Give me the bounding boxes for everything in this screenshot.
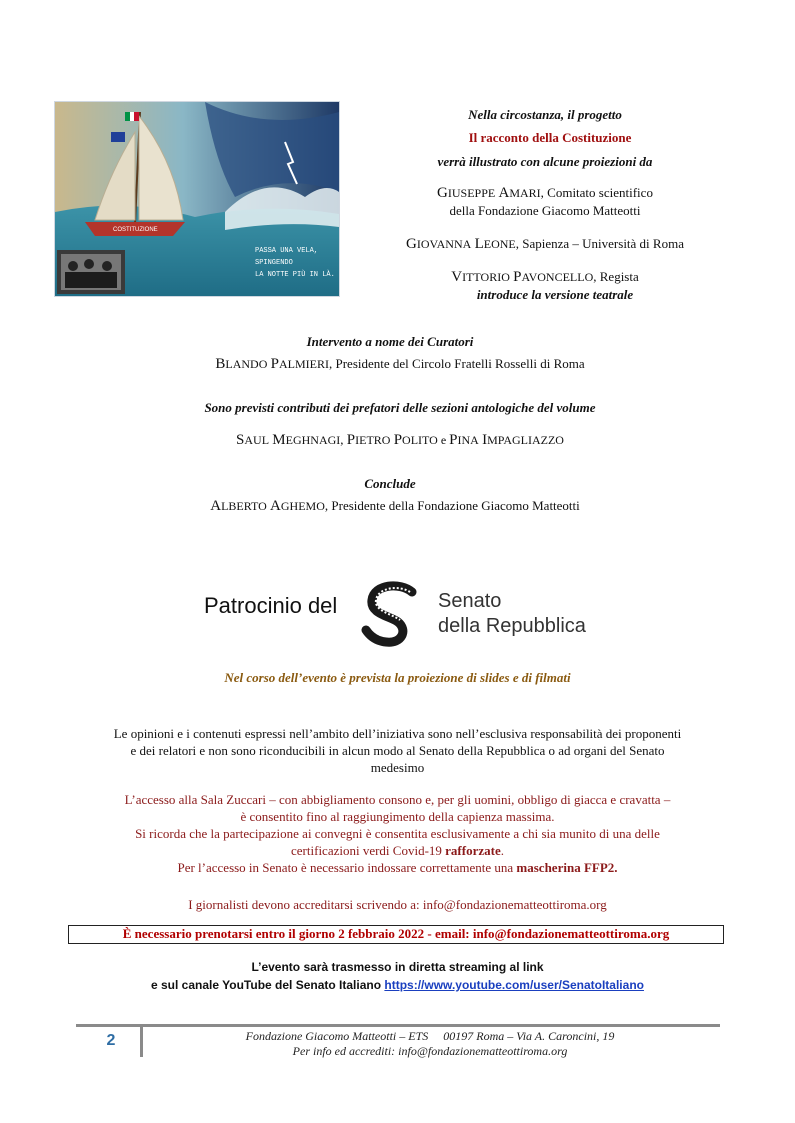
speaker-amari: GIUSEPPE AMARI, Comitato scientifico [437, 185, 653, 201]
senato-emblem-icon [360, 580, 430, 650]
speaker-pavoncello: VITTORIO PAVONCELLO, Regista [451, 269, 639, 285]
speaker-pavoncello-role: introduce la versione teatrale [476, 287, 634, 302]
footer-divider [140, 1027, 143, 1057]
painting-caption-3: LA NOTTE PIÙ IN LÀ. [255, 271, 335, 279]
curatori-speaker: BLANDO PALMIERI, Presidente del Circolo Fratelli Rosselli di Roma [215, 356, 585, 372]
footer-contact: Per info ed accrediti: info@fondazionematteottiroma.org [292, 1044, 568, 1058]
prefatori-names: SAUL MEGHNAGI, PIETRO POLITO e PINA IMPAGLIAZZO [236, 432, 564, 448]
senato-logo-line2: della Repubblica [438, 615, 586, 637]
project-title: Il racconto della Costituzione [468, 130, 632, 145]
youtube-link[interactable]: https://www.youtube.com/user/SenatoItaliano [384, 978, 644, 992]
footer-rule [76, 1024, 720, 1027]
streaming-info: L’evento sarà trasmesso in diretta streaming al link e sul canale YouTube del Senato Italiano https://www.youtube.com/user/SenatoItaliano [151, 960, 644, 992]
senato-logo-line1: Senato [438, 590, 502, 612]
project-line3: verrà illustrato con alcune proiezioni da [437, 154, 653, 169]
painting-illustration [55, 102, 339, 296]
conclude-speaker: ALBERTO AGHEMO, Presidente della Fondazione Giacomo Matteotti [210, 498, 580, 514]
speaker-amari-role: della Fondazione Giacomo Matteotti [449, 203, 641, 218]
page-number: 2 [106, 1032, 116, 1049]
access-info: L’accesso alla Sala Zuccari – con abbigliamento consono e, per gli uomini, obbligo di giacca e cravatta – è consentito fino al raggiungimento della capienza massima. Si ricorda che la partecipazione ai convegni è consentita esclusivamente a chi sia munito di una delle certificazioni verdi Covid-19 rafforzate. Per l’accesso in Senato è necessario indossare correttamente una mascherina FFP2. [124, 792, 671, 875]
speaker-leone: GIOVANNA LEONE, Sapienza – Università di Roma [406, 236, 684, 252]
footer-address: Fondazione Giacomo Matteotti – ETS 00197 Roma – Via A. Caroncini, 19 [245, 1029, 615, 1043]
conclude-heading: Conclude [364, 476, 416, 491]
journalists-note: I giornalisti devono accreditarsi scrivendo a: info@fondazionematteottiroma.org [188, 897, 607, 912]
header-painting [54, 101, 340, 297]
painting-caption-1: PASSA UNA VELA, [255, 247, 319, 255]
senato-logo [360, 580, 600, 650]
patrocinio-label: Patrocinio del [204, 593, 338, 618]
slides-note: Nel corso dell’evento è prevista la proiezione di slides e di filmati [224, 670, 571, 685]
prefatori-heading: Sono previsti contributi dei prefatori delle sezioni antologiche del volume [204, 400, 596, 415]
disclaimer: Le opinioni e i contenuti espressi nell’ambito dell’iniziativa sono nell’esclusiva responsabilità dei proponenti e dei relatori e non sono riconducibili in alcun modo al Senato della Repubblica o ad organi del Senato medesimo [113, 726, 682, 775]
boat-name: COSTITUZIONE [113, 227, 158, 233]
project-intro: Nella circostanza, il progetto [468, 107, 622, 122]
booking-notice: È necessario prenotarsi entro il giorno 2 febbraio 2022 - email: info@fondazionematteottiroma.org [68, 925, 724, 944]
curatori-heading: Intervento a nome dei Curatori [306, 334, 474, 349]
painting-caption-2: SPINGENDO [255, 259, 293, 267]
